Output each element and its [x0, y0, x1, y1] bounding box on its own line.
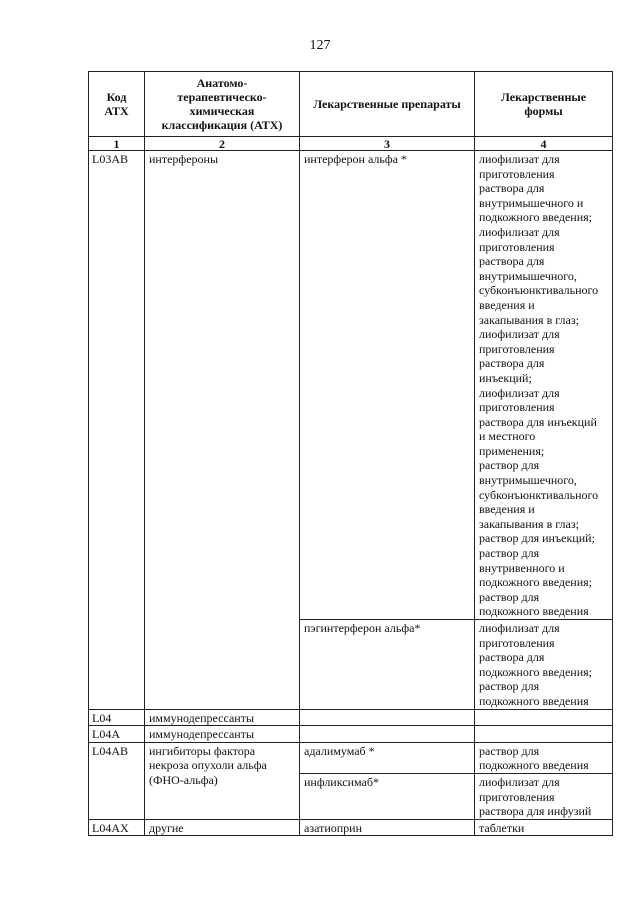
atx-code-cell: L04: [89, 709, 145, 726]
header-atx-classification: Анатомо- терапевтическо- химическая классификация (АТХ): [145, 72, 300, 137]
table-row: [89, 151, 613, 620]
dosage-form-cell: лиофилизат для приготовления раствора для подкожного введения; раствор для подкожного введения: [475, 620, 613, 710]
atx-class-cell: иммунодепрессанты: [145, 709, 300, 726]
atx-class-cell: ингибиторы фактора некроза опухоли альфа (ФНО-альфа): [145, 742, 300, 819]
drug-name-cell: азатиоприн: [300, 819, 475, 836]
dosage-form-cell: лиофилизат для приготовления раствора для инфузий: [475, 773, 613, 819]
drug-name-cell: адалимумаб *: [300, 742, 475, 773]
atx-code-cell: L04A: [89, 726, 145, 743]
table-header-row: [89, 72, 613, 137]
atx-code-cell: L03AB: [89, 151, 145, 710]
table-row: [89, 819, 613, 836]
table-row: [89, 726, 613, 743]
column-number-3: 3: [300, 137, 475, 151]
column-number-row: [89, 137, 613, 151]
dosage-form-cell: [475, 726, 613, 743]
atx-class-cell: иммунодепрессанты: [145, 726, 300, 743]
atx-class-cell: интерфероны: [145, 151, 300, 710]
atx-code-cell: L04AB: [89, 742, 145, 819]
atx-code-cell: L04AX: [89, 819, 145, 836]
header-drugs: Лекарственные препараты: [300, 72, 475, 137]
dosage-form-cell: [475, 709, 613, 726]
table-row: [89, 709, 613, 726]
drug-name-cell: интерферон альфа *: [300, 151, 475, 620]
column-number-1: 1: [89, 137, 145, 151]
header-atx-code: Код АТХ: [89, 72, 145, 137]
atx-drug-table: [88, 71, 613, 836]
atx-class-cell: другие: [145, 819, 300, 836]
column-number-2: 2: [145, 137, 300, 151]
drug-name-cell: [300, 709, 475, 726]
table-row: [89, 742, 613, 773]
dosage-form-cell: таблетки: [475, 819, 613, 836]
drug-name-cell: пэгинтерферон альфа*: [300, 620, 475, 710]
dosage-form-cell: лиофилизат для приготовления раствора для внутримышечного и подкожного введения; лиофилизат для приготовления раствора для внутримышечного, субконъюнктивального введения и закапывания в глаз; лиофилизат для приготовления раствора для инъекций; лиофилизат для приготовления раствора для инъекций и местного применения; раствор для внутримышечного, субконъюнктивального введения и закапывания в глаз; раствор для инъекций; раствор для внутривенного и подкожного введения; раствор для подкожного введения: [475, 151, 613, 620]
dosage-form-cell: раствор для подкожного введения: [475, 742, 613, 773]
header-dosage-forms: Лекарственные формы: [475, 72, 613, 137]
drug-name-cell: [300, 726, 475, 743]
column-number-4: 4: [475, 137, 613, 151]
page-number: 127: [309, 38, 331, 53]
drug-name-cell: инфликсимаб*: [300, 773, 475, 819]
